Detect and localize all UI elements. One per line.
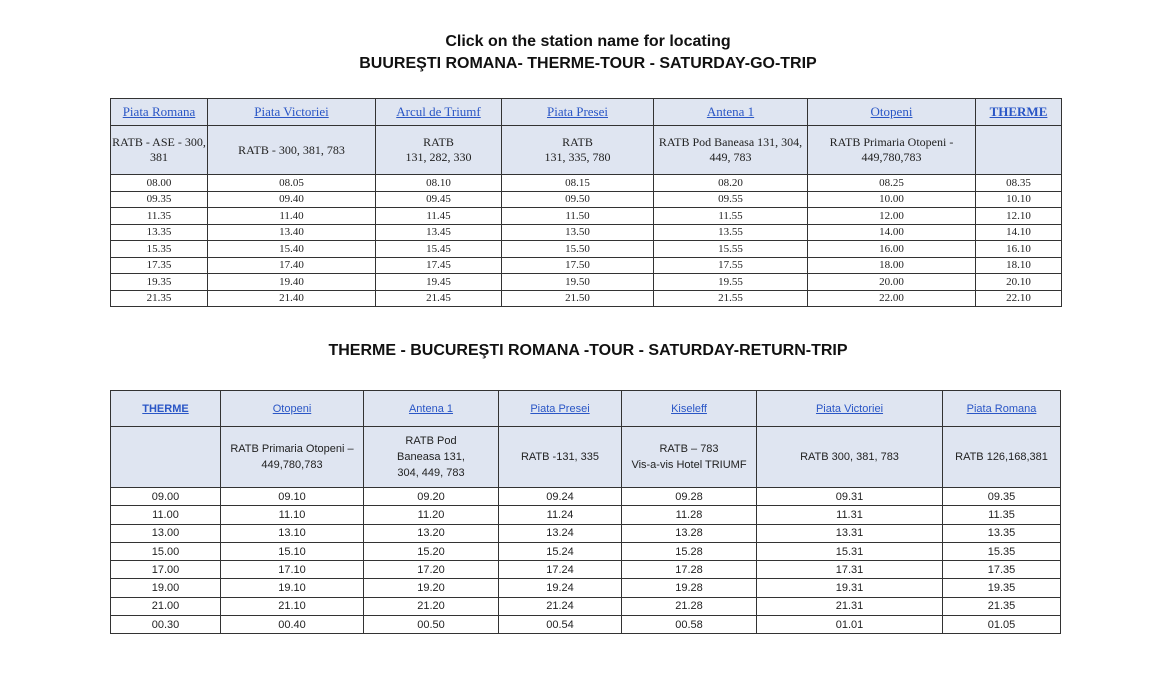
station-link[interactable]: Piata Romana: [966, 402, 1037, 415]
time-cell: 16.00: [808, 241, 976, 258]
transport-info: [111, 427, 221, 488]
time-cell: 15.40: [208, 241, 376, 258]
time-cell: 19.50: [502, 274, 654, 291]
time-cell: 19.35: [111, 274, 208, 291]
time-cell: 17.35: [111, 257, 208, 274]
station-link[interactable]: Kiseleff: [671, 402, 707, 415]
time-cell: 15.10: [221, 542, 364, 560]
transport-info: RATB 300, 381, 783: [757, 427, 943, 488]
station-link[interactable]: Arcul de Triumf: [396, 104, 481, 119]
time-cell: 11.45: [376, 208, 502, 225]
time-cell: 13.28: [622, 524, 757, 542]
time-cell: 08.20: [654, 175, 808, 192]
station-cell: [208, 99, 376, 126]
time-cell: 00.54: [499, 616, 622, 634]
time-cell: 21.10: [221, 597, 364, 615]
time-cell: 08.15: [502, 175, 654, 192]
station-link[interactable]: Piata Presei: [546, 104, 608, 119]
time-cell: 09.45: [376, 191, 502, 208]
transport-row: [111, 427, 1061, 488]
time-cell: 21.31: [757, 597, 943, 615]
table-row: [111, 488, 1061, 506]
time-cell: 21.28: [622, 597, 757, 615]
transport-info: RATB Primaria Otopeni - 449,780,783: [808, 126, 976, 175]
table-row: [111, 290, 1062, 307]
transport-info: RATB Primaria Otopeni – 449,780,783: [221, 427, 364, 488]
station-cell: [808, 99, 976, 126]
transport-info: RATB 126,168,381: [943, 427, 1061, 488]
time-cell: 21.40: [208, 290, 376, 307]
time-cell: 13.35: [111, 224, 208, 241]
table-row: [111, 561, 1061, 579]
time-cell: 22.10: [976, 290, 1062, 307]
time-cell: 11.50: [502, 208, 654, 225]
time-cell: 22.00: [808, 290, 976, 307]
time-cell: 15.28: [622, 542, 757, 560]
time-cell: 17.40: [208, 257, 376, 274]
station-cell: [943, 391, 1061, 427]
time-cell: 11.40: [208, 208, 376, 225]
time-cell: 09.35: [943, 488, 1061, 506]
time-cell: 11.00: [111, 506, 221, 524]
time-cell: 10.00: [808, 191, 976, 208]
page-heading: Click on the station name for locating: [445, 33, 731, 50]
time-cell: 17.31: [757, 561, 943, 579]
table-row: [111, 257, 1062, 274]
time-cell: 11.35: [943, 506, 1061, 524]
time-cell: 00.50: [364, 616, 499, 634]
time-cell: 13.24: [499, 524, 622, 542]
transport-info: [976, 126, 1062, 175]
time-cell: 15.24: [499, 542, 622, 560]
time-cell: 09.50: [502, 191, 654, 208]
station-link[interactable]: Piata Victoriei: [254, 104, 329, 119]
transport-info: RATB - ASE - 300, 381: [111, 126, 208, 175]
station-cell: [502, 99, 654, 126]
time-cell: 11.10: [221, 506, 364, 524]
station-link[interactable]: Otopeni: [272, 402, 312, 415]
time-cell: 17.45: [376, 257, 502, 274]
return-trip-title: THERME - BUCUREŞTI ROMANA -TOUR - SATURDAY-RETURN-TRIP: [328, 342, 848, 359]
time-cell: 21.55: [654, 290, 808, 307]
time-cell: 10.10: [976, 191, 1062, 208]
time-cell: 21.35: [111, 290, 208, 307]
time-cell: 14.00: [808, 224, 976, 241]
time-cell: 19.24: [499, 579, 622, 597]
station-link[interactable]: Piata Romana: [122, 104, 196, 119]
time-cell: 17.28: [622, 561, 757, 579]
time-cell: 13.55: [654, 224, 808, 241]
station-link[interactable]: Piata Victoriei: [815, 402, 884, 415]
time-cell: 17.00: [111, 561, 221, 579]
station-cell: [622, 391, 757, 427]
table-row: [111, 542, 1061, 560]
time-cell: 16.10: [976, 241, 1062, 258]
time-cell: 21.24: [499, 597, 622, 615]
table-row: [111, 208, 1062, 225]
time-cell: 19.35: [943, 579, 1061, 597]
station-link[interactable]: Piata Presei: [530, 402, 590, 415]
station-header-row: [111, 99, 1062, 126]
time-cell: 13.31: [757, 524, 943, 542]
time-cell: 15.35: [943, 542, 1061, 560]
time-cell: 12.10: [976, 208, 1062, 225]
table-row: [111, 579, 1061, 597]
time-cell: 11.20: [364, 506, 499, 524]
table-row: [111, 274, 1062, 291]
station-cell: [976, 99, 1062, 126]
time-cell: 13.20: [364, 524, 499, 542]
table-row: [111, 191, 1062, 208]
time-cell: 15.20: [364, 542, 499, 560]
transport-row: [111, 126, 1062, 175]
time-cell: 11.28: [622, 506, 757, 524]
go-trip-table: [110, 98, 1062, 307]
station-header-row: [111, 391, 1061, 427]
transport-info: RATB Pod Baneasa 131, 304, 449, 783: [654, 126, 808, 175]
time-cell: 09.28: [622, 488, 757, 506]
time-cell: 20.10: [976, 274, 1062, 291]
time-cell: 01.01: [757, 616, 943, 634]
time-cell: 17.50: [502, 257, 654, 274]
station-cell: [221, 391, 364, 427]
time-cell: 11.35: [111, 208, 208, 225]
time-cell: 15.45: [376, 241, 502, 258]
station-link[interactable]: THERME: [142, 402, 189, 415]
station-link[interactable]: Antena 1: [408, 402, 454, 415]
time-cell: 15.50: [502, 241, 654, 258]
time-cell: 09.40: [208, 191, 376, 208]
time-cell: 17.20: [364, 561, 499, 579]
transport-info: RATB Pod Baneasa 131, 304, 449, 783: [364, 427, 499, 488]
time-cell: 19.31: [757, 579, 943, 597]
time-cell: 19.28: [622, 579, 757, 597]
time-cell: 21.20: [364, 597, 499, 615]
time-cell: 13.35: [943, 524, 1061, 542]
table-row: [111, 616, 1061, 634]
time-cell: 13.50: [502, 224, 654, 241]
time-cell: 13.45: [376, 224, 502, 241]
station-cell: [111, 391, 221, 427]
time-cell: 01.05: [943, 616, 1061, 634]
transport-info: RATB 131, 282, 330: [376, 126, 502, 175]
time-cell: 09.35: [111, 191, 208, 208]
return-trip-table: [110, 390, 1061, 634]
time-cell: 15.55: [654, 241, 808, 258]
time-cell: 00.58: [622, 616, 757, 634]
time-cell: 19.00: [111, 579, 221, 597]
station-cell: [364, 391, 499, 427]
time-cell: 19.10: [221, 579, 364, 597]
time-cell: 19.40: [208, 274, 376, 291]
table-row: [111, 524, 1061, 542]
time-cell: 09.24: [499, 488, 622, 506]
time-cell: 08.10: [376, 175, 502, 192]
time-cell: 18.10: [976, 257, 1062, 274]
time-cell: 15.00: [111, 542, 221, 560]
go-trip-title: BUUREŞTI ROMANA- THERME-TOUR - SATURDAY-GO-TRIP: [359, 55, 817, 72]
time-cell: 09.31: [757, 488, 943, 506]
time-cell: 17.55: [654, 257, 808, 274]
time-cell: 14.10: [976, 224, 1062, 241]
time-cell: 21.35: [943, 597, 1061, 615]
time-cell: 13.00: [111, 524, 221, 542]
time-cell: 09.55: [654, 191, 808, 208]
time-cell: 09.20: [364, 488, 499, 506]
station-cell: [757, 391, 943, 427]
transport-info: RATB 131, 335, 780: [502, 126, 654, 175]
time-cell: 21.45: [376, 290, 502, 307]
time-cell: 08.25: [808, 175, 976, 192]
time-cell: 09.10: [221, 488, 364, 506]
time-cell: 13.10: [221, 524, 364, 542]
station-link[interactable]: Otopeni: [870, 104, 913, 119]
station-link[interactable]: THERME: [989, 104, 1048, 119]
station-link[interactable]: Antena 1: [706, 104, 755, 119]
station-cell: [376, 99, 502, 126]
time-cell: 11.31: [757, 506, 943, 524]
station-cell: [499, 391, 622, 427]
time-cell: 17.24: [499, 561, 622, 579]
time-cell: 11.24: [499, 506, 622, 524]
station-cell: [654, 99, 808, 126]
time-cell: 00.40: [221, 616, 364, 634]
table-row: [111, 175, 1062, 192]
time-cell: 12.00: [808, 208, 976, 225]
time-cell: 15.31: [757, 542, 943, 560]
time-cell: 08.00: [111, 175, 208, 192]
time-cell: 19.20: [364, 579, 499, 597]
time-cell: 19.45: [376, 274, 502, 291]
time-cell: 13.40: [208, 224, 376, 241]
time-cell: 15.35: [111, 241, 208, 258]
time-cell: 11.55: [654, 208, 808, 225]
time-cell: 17.10: [221, 561, 364, 579]
time-cell: 17.35: [943, 561, 1061, 579]
time-cell: 19.55: [654, 274, 808, 291]
time-cell: 09.00: [111, 488, 221, 506]
time-cell: 00.30: [111, 616, 221, 634]
transport-info: RATB -131, 335: [499, 427, 622, 488]
table-row: [111, 241, 1062, 258]
time-cell: 08.05: [208, 175, 376, 192]
station-cell: [111, 99, 208, 126]
time-cell: 18.00: [808, 257, 976, 274]
transport-info: RATB - 300, 381, 783: [208, 126, 376, 175]
time-cell: 20.00: [808, 274, 976, 291]
table-row: [111, 597, 1061, 615]
table-row: [111, 506, 1061, 524]
time-cell: 08.35: [976, 175, 1062, 192]
time-cell: 21.50: [502, 290, 654, 307]
table-row: [111, 224, 1062, 241]
transport-info: RATB – 783 Vis-a-vis Hotel TRIUMF: [622, 427, 757, 488]
time-cell: 21.00: [111, 597, 221, 615]
